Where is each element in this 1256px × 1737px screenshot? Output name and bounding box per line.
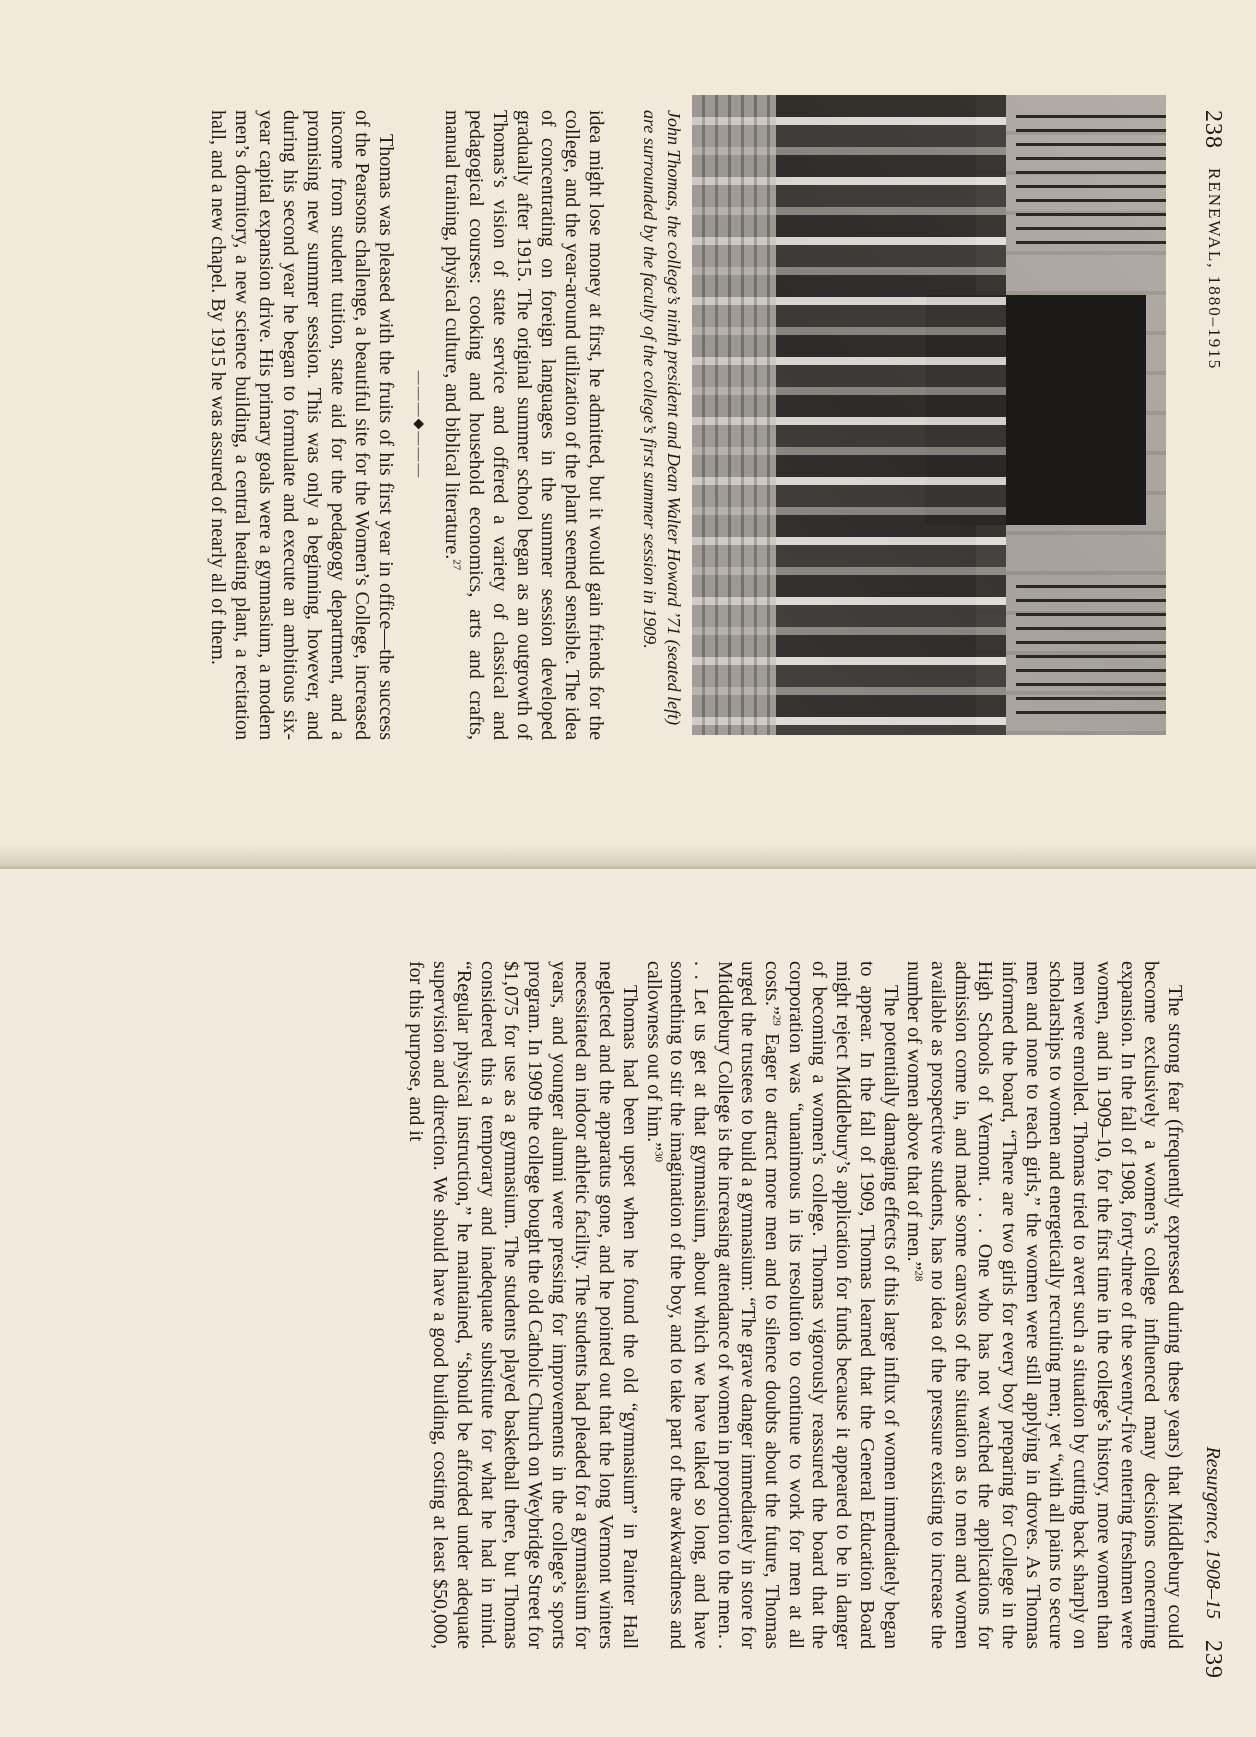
footnote-ref: 27 (450, 559, 463, 571)
page-number: 239 (1200, 1640, 1226, 1679)
page-number: 238 (1200, 110, 1226, 149)
paragraph: The strong fear (frequently expressed during these years) that Middlebury could become exclusively a women’s college influenced many decisions concerning expansion. In the fall of 1908, forty-three of the seventy-five entering freshmen were women, and in 1909–10, for the first time in the college’s history, more women than men were enrolled. Thomas tried to avert such a situation by cutting back sharply on scholarships to women and energetically recruiting men; yet “with all pains to secure men and none to reach girls,” the women were still applying in droves. As Thomas informed the board, “There are two girls for every boy preparing for College in the High Schools of Vermont. . . . One who has not watched the applications for admission come in, and made some canvass of the situation as to men and women available as prospective students, has no idea of the pressure existing to increase the number of women above that of men.”$^{28}$ (903, 961, 1186, 1649)
body-text (404, 961, 1186, 1649)
body-text (206, 110, 608, 740)
running-header (1194, 0, 1234, 868)
footnote-ref: 28 (912, 1270, 925, 1282)
running-header (1194, 869, 1234, 1737)
footnote-ref: 29 (770, 1014, 783, 1026)
running-head: RENEWAL, 1880–1915 (1205, 168, 1224, 371)
running-head: Resurgence, 1908–15 (1202, 1446, 1224, 1619)
paragraph: idea might lose money at first, he admitted, but it would gain friends for the college, and the year-around utilization of the plant seemed sensible. The idea of concentrating on foreign languages in the summer session developed gradually after 1915. The original summer school began as an outgrowth of Thomas’s vision of state service and offered a variety of classical and pedagogical courses: cooking and household economics, arts and crafts, manual training, physical culture, and biblical literature.$^{27}$ (441, 110, 607, 740)
left-page (0, 0, 1256, 868)
right-page (0, 869, 1256, 1737)
paragraph: Thomas was pleased with the fruits of his first year in office—the success of the Pearsons challenge, a beautiful site for the Women’s College, increased income from student tuition, state aid for the pedagogy department, and a promising new summer session. This was only a beginning, however, and during his second year he began to formulate and execute an ambitious six-year capital expansion drive. His primary goals were a gymnasium, a modern men’s dormitory, a new science building, a central heating plant, a recitation hall, and a new chapel. By 1915 he was assured of nearly all of them. (207, 110, 397, 740)
faculty-photo (692, 95, 1166, 735)
footnote-ref: 30 (652, 1150, 665, 1162)
paragraph: Thomas had been upset when he found the old “gymnasium” in Painter Hall neglected and the apparatus gone, and he pointed out that the long Vermont winters necessitated an indoor athletic facility. The students had pleaded for a gymnasium for years, and younger alumni were pressing for improvements in the college’s sports program. In 1909 the college bought the old Catholic Church on Weybridge Street for $1,075 for use as a gymnasium. The students played basketball there, but Thomas considered this a temporary and inadequate substitute for what he had in mind. “Regular physical instruction,” he maintained, “should be afforded under adequate supervision and direction. We should have a good building, costing at least $50,000, for this purpose, and it (405, 961, 641, 1649)
section-ornament: ———◆——— (411, 370, 426, 480)
photo-caption: John Thomas, the college’s ninth president and Dean Walter Howard ’71 (seated left) are surrounded by the faculty of the college’s first summer session in 1909. (640, 110, 684, 726)
paragraph: The potentially damaging effects of this large influx of women immediately began to appear. In the fall of 1909, Thomas learned that the General Education Board might reject Middlebury’s application for funds because it appeared to be in danger of becoming a women’s college. Thomas vigorously reassured the board that the corporation was “unanimous in its resolution to continue to work for men at all costs.”$^{29}$ Eager to attract more men and to silence doubts about the future, Thomas urged the trustees to build a gymnasium: “The grave danger immediately in store for Middlebury College is the increasing attendance of women in proportion to the men. . . . Let us get at that gymnasium, about which we have talked so long, and have something to stir the imagination of the boy, and to take part of the awkwardness and callowness out of him.”$^{30}$ (642, 961, 902, 1649)
